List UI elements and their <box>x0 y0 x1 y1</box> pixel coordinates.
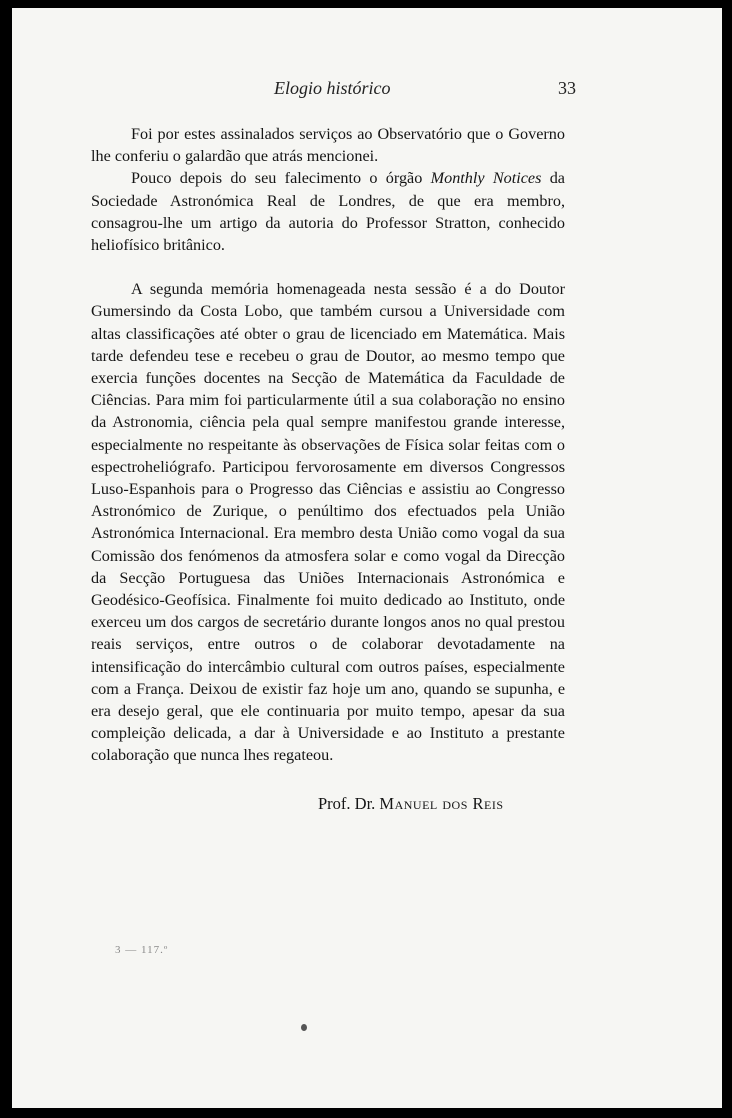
header-title: Elogio histórico <box>274 78 391 98</box>
page-number: 33 <box>558 78 576 98</box>
signature-prefix: Prof. Dr. <box>318 794 380 813</box>
signature-name: Manuel dos Reis <box>379 794 504 813</box>
document-page <box>12 8 722 1108</box>
paragraph-2 <box>91 167 565 256</box>
paragraph-3: A segunda memória homenageada nesta sessão é a do Doutor Gumersindo da Costa Lobo, que também cursou a Universidade com altas classificações até obter o grau de licenciado em Matemática. Mais tarde defendeu tese e recebeu o grau de Doutor, ao mesmo tempo que exercia funções docentes na Secção de Matemática da Faculdade de Ciências. Para mim foi particularmente útil a sua colaboração no ensino da Astronomia, ciência pela qual sempre manifestou grande interesse, especialmente no respeitante às observações de Física solar feitas com o espectroheliógrafo. Participou fervorosamente em diversos Congressos Luso-Espanhois para o Progresso das Ciências e assistiu ao Congresso Astronómico de Zurique, o penúltimo dos efectuados pela União Astronómica Internacional. Era membro desta União como vogal da sua Comissão dos fenómenos da atmosfera solar e como vogal da Direcção da Secção Portuguesa das Uniões Internacionais Astronómica e Geodésico-Geofísica. Finalmente foi muito dedicado ao Instituto, onde exerceu um dos cargos de secretário durante longos anos no qual prestou reais serviços, entre outros o de colaborar devotadamente na intensificação do intercâmbio cultural com outros países, especialmente com a França. Deixou de existir faz hoje um ano, quando se supunha, e era desejo geral, que ele continuaria por muito tempo, apesar da sua compleição delicada, a dar à Universidade e ao Instituto a prestante colaboração que nunca lhes regateou. <box>91 280 565 765</box>
running-header <box>12 78 722 102</box>
signature <box>318 794 504 814</box>
body-text <box>91 123 565 767</box>
journal-title: Monthly Notices <box>430 169 542 188</box>
paragraph-2-part-b: da Sociedade Astronómica Real de Londres, de que era membro, consagrou-lhe um artigo da autoria do Professor Stratton, conhecido heliofísico britânico. <box>91 169 565 255</box>
ink-dot <box>301 1024 307 1031</box>
paragraph-2-part-a: Pouco depois do seu falecimento o órgão <box>131 169 431 188</box>
paragraph-1: Foi por estes assinalados serviços ao Observatório que o Governo lhe conferiu o galardão que atrás mencionei. <box>91 125 565 166</box>
footer-code: 3 — 117.º <box>115 944 169 956</box>
